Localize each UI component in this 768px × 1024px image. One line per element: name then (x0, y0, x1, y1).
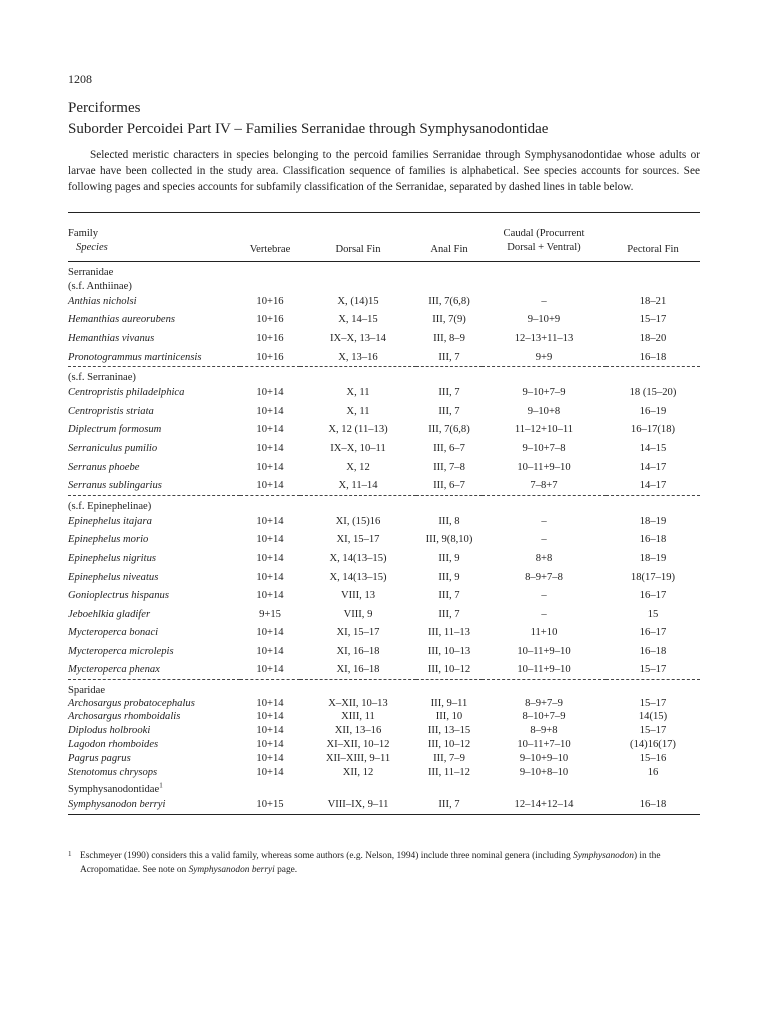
vertebrae-cell: 10+14 (256, 405, 284, 417)
table-row (68, 795, 700, 814)
pectoral-fin-cell: 15 (647, 608, 659, 620)
caudal-fin-cell: – (541, 515, 547, 527)
header-family-label: Family (68, 228, 99, 239)
vertebrae-cell: 10+14 (256, 515, 284, 527)
table-row (68, 624, 700, 643)
pectoral-fin-cell: 15–17 (639, 725, 667, 737)
table-row (68, 642, 700, 661)
anal-fin-cell: III, 11–13 (428, 627, 470, 639)
anal-fin-cell: III, 7(9) (432, 314, 466, 326)
caudal-fin-cell: 9–10+7–9 (522, 387, 566, 399)
pectoral-fin-cell: 14–15 (639, 442, 667, 454)
dorsal-fin-cell: VIII–IX, 9–11 (300, 795, 416, 814)
table-row (68, 549, 700, 568)
caudal-fin-cell: 9–10+8 (527, 405, 561, 417)
table-body (68, 262, 700, 815)
dorsal-fin-cell: X, (14)15 (337, 295, 379, 307)
table-row (68, 458, 700, 477)
anal-fin-cell: III, 13–15 (427, 725, 471, 737)
caudal-fin-cell: 9–10+9–10 (519, 752, 569, 764)
anal-fin-cell: III, 7 (438, 351, 460, 363)
caudal-fin-cell: 8–10+7–9 (522, 711, 566, 723)
vertebrae-cell: 10+16 (256, 314, 284, 326)
dorsal-fin-cell: XI–XII, 10–12 (326, 739, 390, 751)
header-species-label: Species (76, 242, 108, 253)
anal-fin-cell: III, 7 (438, 387, 460, 399)
subfamily-label-row (68, 278, 700, 292)
vertebrae-cell: 10+14 (256, 387, 284, 399)
pectoral-fin-cell: 15–17 (639, 664, 667, 676)
vertebrae-cell: 10+14 (256, 534, 284, 546)
vertebrae-cell: 10+14 (256, 697, 284, 709)
species-name-cell: Gonioplectrus hispanus (68, 590, 169, 602)
dorsal-fin-cell: X, 11 (346, 387, 370, 399)
footnote (68, 849, 708, 877)
table-row (68, 421, 700, 440)
table-row (68, 402, 700, 421)
table-row (68, 696, 700, 710)
dorsal-fin-cell: X, 14–15 (338, 314, 378, 326)
vertebrae-cell: 10+14 (256, 552, 284, 564)
caudal-fin-cell: 8–9+7–8 (525, 571, 563, 583)
anal-fin-cell: III, 10–13 (427, 645, 471, 657)
dorsal-fin-cell: X–XII, 10–13 (328, 697, 388, 709)
caudal-fin-cell: 9–10+7–8 (522, 442, 566, 454)
footnote-mark: 1 (68, 850, 72, 858)
anal-fin-cell: III, 7(6,8) (428, 424, 470, 436)
table-row (68, 586, 700, 605)
dorsal-fin-cell: XII–XIII, 9–11 (325, 752, 391, 764)
caudal-fin-cell: 10–11+9–10 (517, 664, 571, 676)
family-footnote-mark: 1 (159, 781, 163, 790)
family-label (68, 262, 700, 279)
subfamily-label-row (68, 367, 700, 384)
anal-fin-cell: III, 7(6,8) (428, 295, 470, 307)
species-name-cell: Serranus phoebe (68, 461, 140, 473)
vertebrae-cell: 10+14 (256, 711, 284, 723)
table-row (68, 329, 700, 348)
anal-fin-cell: III, 8–9 (433, 332, 465, 344)
species-name-cell: Pagrus pagrus (68, 752, 131, 764)
subfamily-label (68, 495, 700, 512)
footnote-species: Symphysanodon berryi (188, 865, 275, 875)
species-name-cell: Serranus sublingarius (68, 480, 162, 492)
caudal-fin-cell: 8+8 (535, 552, 553, 564)
species-name-cell: Symphysanodon berryi (68, 795, 240, 814)
intro-paragraph: Selected meristic characters in species belonging to the percoid families Serranidae through Symphysanodontidae whose adults or larvae have been collected in the study area. Classification sequence of families is alphabetical. See species accounts for sources. See following pages and species accounts for subfamily classification of the Serranidae, separated by dashed lines in table below. (68, 149, 700, 193)
dorsal-fin-cell: X, 12 (346, 461, 370, 473)
dorsal-fin-cell: X, 14(13–15) (329, 552, 387, 564)
table-row (68, 661, 700, 680)
family-label (68, 680, 700, 697)
species-name-cell: Anthias nicholsi (68, 295, 137, 307)
dorsal-fin-cell: XII, 12 (342, 766, 374, 778)
pectoral-fin-cell: 16–17(18) (630, 424, 676, 436)
vertebrae-cell: 10+16 (256, 351, 284, 363)
species-name-cell: Epinephelus nigritus (68, 552, 156, 564)
pectoral-fin-cell: 18–19 (639, 552, 667, 564)
dorsal-fin-cell: X, 11 (346, 405, 370, 417)
table-row (68, 751, 700, 765)
pectoral-fin-cell: 16–18 (639, 645, 667, 657)
anal-fin-cell: III, 7 (438, 590, 460, 602)
species-name-cell: Pronotogrammus martinicensis (68, 351, 202, 363)
footnote-text (68, 849, 708, 877)
pectoral-fin-cell: 16–17 (639, 627, 667, 639)
pectoral-fin-cell: (14)16(17) (630, 739, 676, 751)
caudal-fin-cell: 9+9 (535, 351, 553, 363)
anal-fin-cell: III, 7–9 (433, 752, 465, 764)
page-number: 1208 (68, 72, 92, 86)
caudal-fin-cell: 8–9+8 (530, 725, 558, 737)
caudal-fin-cell: 10–11+9–10 (517, 645, 571, 657)
caudal-fin-cell: 11–12+10–11 (514, 424, 574, 436)
vertebrae-cell: 10+16 (256, 295, 284, 307)
dorsal-fin-cell: X, 11–14 (338, 480, 378, 492)
footnote-text-part1: Eschmeyer (1990) considers this a valid family, whereas some authors (e.g. Nelson, 1994) include three nominal genera (including (80, 851, 573, 861)
caudal-fin-cell: 12–13+11–13 (514, 332, 574, 344)
anal-fin-cell: III, 9 (438, 552, 460, 564)
pectoral-fin-cell: 15–17 (639, 697, 667, 709)
meristic-table (68, 212, 700, 815)
vertebrae-cell: 10+14 (256, 480, 284, 492)
table-header-row (68, 213, 700, 262)
table-row (68, 476, 700, 495)
caudal-fin-cell: 8–9+7–9 (525, 697, 563, 709)
pectoral-fin-cell: 18–20 (639, 332, 667, 344)
subfamily-label-row (68, 495, 700, 512)
family-name: Sparidae (68, 685, 106, 697)
family-label (68, 779, 700, 795)
vertebrae-cell: 10+14 (256, 664, 284, 676)
table-row (68, 765, 700, 779)
pectoral-fin-cell: 18 (15–20) (629, 387, 677, 399)
family-label-row (68, 779, 700, 795)
caudal-fin-cell: 11+10 (530, 627, 558, 639)
family-name: Serranidae (68, 267, 114, 278)
species-name-cell: Lagodon rhomboides (68, 739, 159, 751)
pectoral-fin-cell: 16–19 (639, 405, 667, 417)
dorsal-fin-cell: XI, (15)16 (335, 515, 381, 527)
anal-fin-cell: III, 10–12 (427, 739, 471, 751)
table-row (68, 724, 700, 738)
header-pectoral-fin: Pectoral Fin (606, 213, 700, 262)
caudal-fin-cell: 9–10+8–10 (519, 766, 569, 778)
caudal-fin-cell: – (541, 608, 547, 620)
species-name-cell: Diplectrum formosum (68, 424, 162, 436)
subfamily-label (68, 367, 700, 384)
dorsal-fin-cell: IX–X, 13–14 (330, 332, 386, 344)
caudal-fin-cell: 10–11+9–10 (517, 461, 571, 473)
species-name-cell: Mycteroperca phenax (68, 664, 160, 676)
caudal-fin-cell: – (541, 295, 547, 307)
anal-fin-cell: III, 6–7 (433, 442, 465, 454)
table-row (68, 311, 700, 330)
species-name-cell: Diplodus holbrooki (68, 725, 151, 737)
species-name-cell: Epinephelus morio (68, 534, 149, 546)
pectoral-fin-cell: 14(15) (638, 711, 668, 723)
anal-fin-cell: III, 11–12 (428, 766, 470, 778)
species-name-cell: Epinephelus niveatus (68, 571, 159, 583)
pectoral-fin-cell: 16–18 (606, 795, 700, 814)
dorsal-fin-cell: X, 13–16 (338, 351, 378, 363)
pectoral-fin-cell: 16 (647, 766, 659, 778)
caudal-fin-cell: 7–8+7 (530, 480, 558, 492)
caudal-fin-cell: 9–10+9 (527, 314, 561, 326)
dorsal-fin-cell: VIII, 9 (343, 608, 373, 620)
anal-fin-cell: III, 10 (435, 711, 463, 723)
header-vertebrae: Vertebrae (240, 213, 300, 262)
dorsal-fin-cell: XI, 16–18 (336, 664, 380, 676)
vertebrae-cell: 10+14 (256, 645, 284, 657)
caudal-fin-cell: – (541, 590, 547, 602)
subfamily-name: (s.f. Serraninae) (68, 372, 136, 384)
table-row (68, 710, 700, 724)
table-row (68, 738, 700, 752)
caudal-fin-cell: 10–11+7–10 (517, 739, 571, 751)
anal-fin-cell: III, 9(8,10) (425, 534, 473, 546)
vertebrae-cell: 10+14 (256, 627, 284, 639)
vertebrae-cell: 10+14 (256, 424, 284, 436)
species-name-cell: Archosargus probatocephalus (68, 697, 195, 709)
caudal-fin-cell: – (541, 534, 547, 546)
table-row (68, 605, 700, 624)
dorsal-fin-cell: VIII, 13 (340, 590, 376, 602)
species-name-cell: Hemanthias aureorubens (68, 314, 176, 326)
pectoral-fin-cell: 18(17–19) (630, 571, 676, 583)
dorsal-fin-cell: X, 12 (11–13) (328, 424, 388, 436)
anal-fin-cell: III, 8 (438, 515, 460, 527)
dorsal-fin-cell: XI, 15–17 (336, 627, 380, 639)
vertebrae-cell: 10+14 (256, 752, 284, 764)
anal-fin-cell: III, 7 (438, 608, 460, 620)
table-row (68, 348, 700, 367)
vertebrae-cell: 10+15 (240, 795, 300, 814)
pectoral-fin-cell: 18–19 (639, 515, 667, 527)
caudal-fin-cell: 12–14+12–14 (482, 795, 606, 814)
pectoral-fin-cell: 14–17 (639, 461, 667, 473)
anal-fin-cell: III, 10–12 (427, 664, 471, 676)
dorsal-fin-cell: IX–X, 10–11 (330, 442, 386, 454)
pectoral-fin-cell: 15–17 (639, 314, 667, 326)
header-caudal-line1: Caudal (Procurrent (503, 228, 585, 239)
table-row (68, 531, 700, 550)
pectoral-fin-cell: 16–18 (639, 534, 667, 546)
species-name-cell: Epinephelus itajara (68, 515, 152, 527)
header-anal-fin: Anal Fin (416, 213, 482, 262)
table-row (68, 512, 700, 531)
table-row (68, 383, 700, 402)
vertebrae-cell: 10+14 (256, 766, 284, 778)
pectoral-fin-cell: 18–21 (639, 295, 667, 307)
footnote-genus: Symphysanodon (573, 851, 634, 861)
vertebrae-cell: 10+16 (256, 332, 284, 344)
dorsal-fin-cell: XI, 15–17 (336, 534, 380, 546)
subfamily-name: (s.f. Anthiinae) (68, 281, 132, 292)
dorsal-fin-cell: XI, 16–18 (336, 645, 380, 657)
vertebrae-cell: 10+14 (256, 461, 284, 473)
anal-fin-cell: III, 7–8 (433, 461, 465, 473)
anal-fin-cell: III, 7 (438, 405, 460, 417)
species-name-cell: Serraniculus pumilio (68, 442, 158, 454)
pectoral-fin-cell: 16–18 (639, 351, 667, 363)
table-row (68, 568, 700, 587)
family-label-row (68, 262, 700, 279)
order-title: Perciformes (68, 100, 141, 116)
species-name-cell: Centropristis philadelphica (68, 387, 185, 399)
subfamily-name: (s.f. Epinephelinae) (68, 500, 152, 512)
vertebrae-cell: 10+14 (256, 725, 284, 737)
vertebrae-cell: 10+14 (256, 739, 284, 751)
pectoral-fin-cell: 16–17 (639, 590, 667, 602)
species-name-cell: Mycteroperca bonaci (68, 627, 159, 639)
footnote-text-part3: page. (274, 865, 298, 875)
pectoral-fin-cell: 15–16 (639, 752, 667, 764)
family-name: Symphysanodontidae (68, 784, 160, 796)
species-name-cell: Stenotomus chrysops (68, 766, 158, 778)
species-name-cell: Centropristis striata (68, 405, 154, 417)
table-row (68, 439, 700, 458)
dorsal-fin-cell: XII, 13–16 (334, 725, 382, 737)
header-family (68, 213, 240, 262)
header-dorsal-fin: Dorsal Fin (300, 213, 416, 262)
anal-fin-cell: III, 6–7 (433, 480, 465, 492)
vertebrae-cell: 10+14 (256, 442, 284, 454)
species-name-cell: Jeboehlkia gladifer (68, 608, 151, 620)
anal-fin-cell: III, 9 (438, 571, 460, 583)
header-caudal (482, 213, 606, 262)
vertebrae-cell: 10+14 (256, 571, 284, 583)
family-label-row (68, 680, 700, 697)
table-row (68, 292, 700, 311)
dorsal-fin-cell: X, 14(13–15) (329, 571, 387, 583)
species-name-cell: Mycteroperca microlepis (68, 645, 174, 657)
vertebrae-cell: 9+15 (259, 608, 281, 620)
species-name-cell: Hemanthias vivanus (68, 332, 155, 344)
anal-fin-cell: III, 7 (416, 795, 482, 814)
dorsal-fin-cell: XIII, 11 (341, 711, 375, 723)
subfamily-label (68, 278, 700, 292)
species-name-cell: Archosargus rhomboidalis (68, 711, 181, 723)
vertebrae-cell: 10+14 (256, 590, 284, 602)
suborder-title: Suborder Percoidei Part IV – Families Serranidae through Symphysanodontidae (68, 121, 549, 137)
footnote-text-part2: ) in the Acropomatidae. See note on (80, 851, 661, 875)
pectoral-fin-cell: 14–17 (639, 480, 667, 492)
header-caudal-line2: Dorsal + Ventral) (507, 242, 581, 253)
anal-fin-cell: III, 9–11 (430, 697, 468, 709)
